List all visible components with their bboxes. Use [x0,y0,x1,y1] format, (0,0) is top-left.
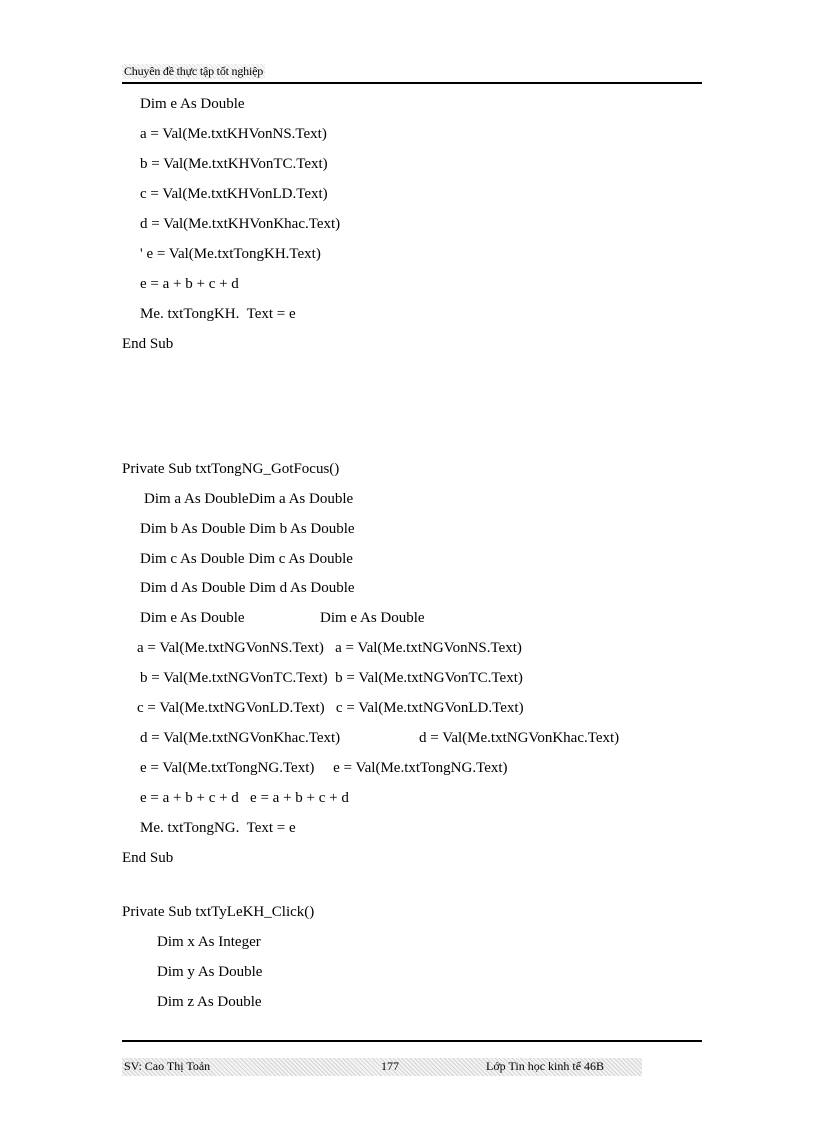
code-line: End Sub [122,850,174,866]
code-line: e = a + b + c + d [140,276,239,292]
code-line: Dim e As Double [140,96,245,112]
code-line: Dim e As Double [140,610,245,626]
code-line: Private Sub txtTyLeKH_Click() [122,904,315,920]
code-line: c = Val(Me.txtNGVonLD.Text) c = Val(Me.txtNGVonLD.Text) [137,700,524,716]
code-line: Dim a As DoubleDim a As Double [144,491,354,507]
code-line: b = Val(Me.txtKHVonTC.Text) [140,156,328,172]
header-title: Chuyên đề thực tập tốt nghiệp [124,64,264,78]
code-line: ' e = Val(Me.txtTongKH.Text) [140,246,321,262]
code-line: e = Val(Me.txtTongNG.Text) e = Val(Me.txtTongNG.Text) [140,760,508,776]
code-line: End Sub [122,336,174,352]
footer-class: Lớp Tin học kinh tế 46B [486,1059,605,1073]
code-line: Dim y As Double [157,964,263,980]
code-line: Me. txtTongKH. Text = e [140,306,296,322]
code-line: a = Val(Me.txtKHVonNS.Text) [140,126,327,142]
code-line: a = Val(Me.txtNGVonNS.Text) a = Val(Me.txtNGVonNS.Text) [137,640,522,656]
code-line: Dim e As Double [320,610,425,626]
code-line: Dim z As Double [157,994,262,1010]
code-line: d = Val(Me.txtKHVonKhac.Text) [140,216,341,232]
header-rule [122,82,702,84]
page-footer [122,1058,642,1076]
page-number: 177 [381,1059,399,1073]
code-line: Dim d As Double Dim d As Double [140,580,355,596]
code-line: c = Val(Me.txtKHVonLD.Text) [140,186,328,202]
footer-rule [122,1040,702,1042]
code-line: e = a + b + c + d e = a + b + c + d [140,790,349,806]
code-line: Dim x As Integer [157,934,261,950]
code-line: b = Val(Me.txtNGVonTC.Text) b = Val(Me.txtNGVonTC.Text) [140,670,523,686]
code-line: d = Val(Me.txtNGVonKhac.Text) [140,730,341,746]
code-line: Dim b As Double Dim b As Double [140,521,355,537]
code-line: d = Val(Me.txtNGVonKhac.Text) [419,730,620,746]
code-line: Me. txtTongNG. Text = e [140,820,296,836]
code-line: Private Sub txtTongNG_GotFocus() [122,461,340,477]
footer-student: SV: Cao Thị Toản [124,1059,211,1073]
code-line: Dim c As Double Dim c As Double [140,551,353,567]
